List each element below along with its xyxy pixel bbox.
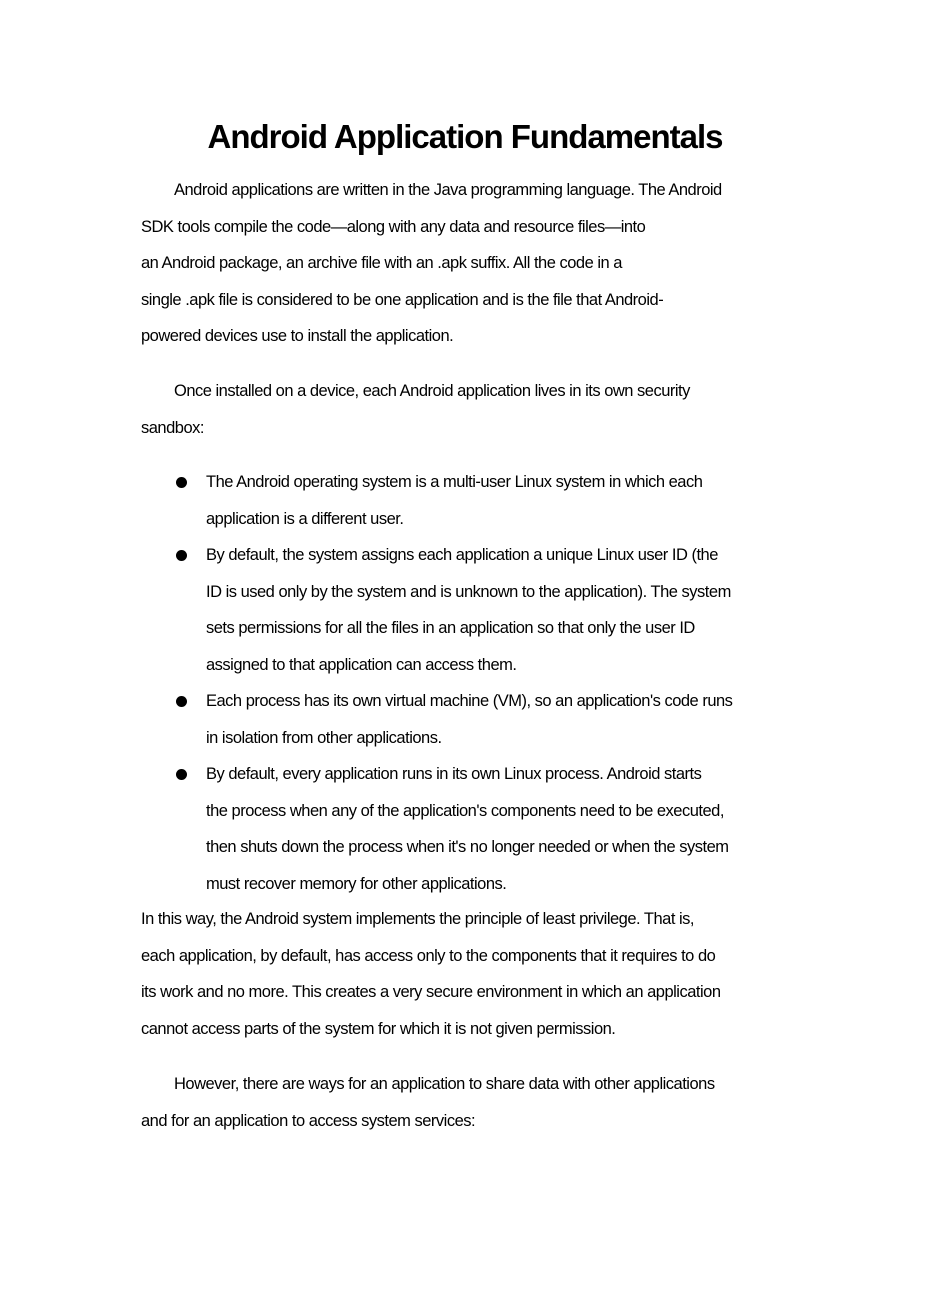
bullet-icon [176, 477, 187, 488]
text-line: sandbox: [141, 418, 204, 437]
text-line: in isolation from other applications. [206, 728, 442, 747]
sandbox-bullet-list [141, 464, 821, 902]
list-item [141, 756, 821, 902]
text-line: an Android package, an archive file with an .apk suffix. All the code in a [141, 254, 622, 272]
least-privilege-paragraph [141, 901, 821, 1047]
text-line: and for an application to access system services: [141, 1111, 476, 1130]
text-line: Once installed on a device, each Android application lives in its own security [174, 382, 690, 400]
text-line: application is a different user. [206, 509, 404, 528]
text-line: its work and no more. This creates a very secure environment in which an application [141, 983, 721, 1001]
list-item [141, 683, 821, 756]
text-line: then shuts down the process when it's no longer needed or when the system [206, 838, 729, 856]
text-line: cannot access parts of the system for which it is not given permission. [141, 1019, 616, 1038]
text-line: SDK tools compile the code—along with any data and resource files—into [141, 217, 646, 236]
bullet-icon [176, 696, 187, 707]
text-line: In this way, the Android system implements the principle of least privilege. That is, [141, 910, 694, 928]
page-title: Android Application Fundamentals [207, 118, 723, 155]
sandbox-paragraph [141, 373, 801, 446]
text-line: assigned to that application can access them. [206, 655, 517, 674]
text-line: ID is used only by the system and is unknown to the application). The system [206, 582, 731, 601]
list-item [141, 537, 821, 683]
text-line: By default, the system assigns each application a unique Linux user ID (the [206, 546, 718, 564]
text-line: Each process has its own virtual machine (VM), so an application's code runs [206, 692, 733, 710]
text-line: sets permissions for all the files in an application so that only the user ID [206, 619, 695, 637]
text-line: By default, every application runs in its own Linux process. Android starts [206, 765, 702, 783]
text-line: must recover memory for other applications. [206, 874, 507, 893]
bullet-icon [176, 769, 187, 780]
text-line: However, there are ways for an application to share data with other applications [174, 1075, 715, 1093]
sharing-paragraph [141, 1066, 801, 1139]
text-line: single .apk file is considered to be one application and is the file that Android- [141, 290, 664, 309]
text-line: The Android operating system is a multi-user Linux system in which each [206, 473, 703, 491]
text-line: Android applications are written in the Java programming language. The Android [174, 181, 722, 199]
bullet-icon [176, 550, 187, 561]
text-line: the process when any of the application's components need to be executed, [206, 801, 724, 820]
text-line: each application, by default, has access only to the components that it requires to do [141, 946, 716, 965]
list-item [141, 464, 821, 537]
intro-paragraph [141, 172, 801, 355]
text-line: powered devices use to install the application. [141, 327, 454, 345]
